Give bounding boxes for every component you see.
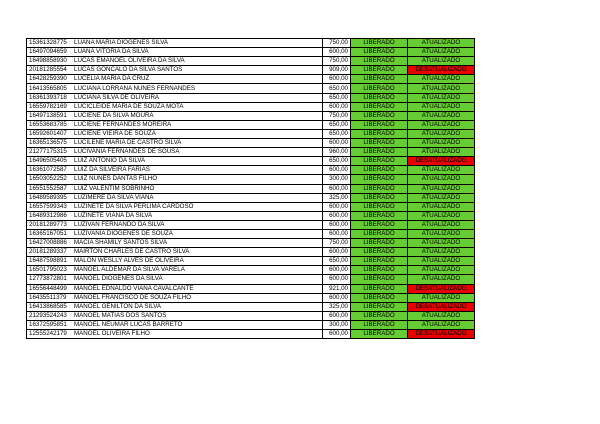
cpf-cell[interactable]: 16503052252 [27, 175, 74, 184]
value-cell[interactable]: 650,00 [323, 257, 351, 266]
update-status-cell[interactable]: ATUALIZADO [408, 320, 475, 329]
table-row[interactable] [27, 166, 475, 175]
update-status-cell[interactable]: DESATUALIZADO [408, 157, 475, 166]
cpf-cell[interactable]: 16489312986 [27, 211, 74, 220]
update-status-cell[interactable]: ATUALIZADO [408, 311, 475, 320]
release-status-cell[interactable]: LIBERADO [351, 93, 408, 102]
table-row[interactable] [27, 111, 475, 120]
name-cell[interactable]: MANOEL NEUMAR LUCAS BARRETO [73, 320, 323, 329]
name-cell[interactable]: MANOEL ALDEMAR DA SILVA VARELA [73, 266, 323, 275]
release-status-cell[interactable]: LIBERADO [351, 157, 408, 166]
table-row[interactable] [27, 320, 475, 329]
value-cell[interactable]: 600,00 [323, 311, 351, 320]
table-row[interactable] [27, 302, 475, 311]
value-cell[interactable]: 650,00 [323, 93, 351, 102]
table-row[interactable] [27, 293, 475, 302]
name-cell[interactable]: MANOEL OLIVEIRA FILHO [73, 330, 323, 339]
release-status-cell[interactable]: LIBERADO [351, 330, 408, 339]
release-status-cell[interactable]: LIBERADO [351, 257, 408, 266]
table-row[interactable] [27, 157, 475, 166]
value-cell[interactable]: 600,00 [323, 248, 351, 257]
name-cell[interactable]: MALON WESLLY ALVES DE OLIVEIRA [73, 257, 323, 266]
name-cell[interactable]: LUANA MARIA DIOGENES SILVA [73, 39, 323, 48]
update-status-cell[interactable]: DESATUALIZADO [408, 330, 475, 339]
update-status-cell[interactable]: ATUALIZADO [408, 75, 475, 84]
update-status-cell[interactable]: ATUALIZADO [408, 184, 475, 193]
spreadsheet-table [26, 38, 475, 339]
cpf-cell[interactable]: 16361072587 [27, 166, 74, 175]
value-cell[interactable]: 650,00 [323, 120, 351, 129]
release-status-cell[interactable]: LIBERADO [351, 311, 408, 320]
value-cell[interactable]: 300,00 [323, 175, 351, 184]
value-cell[interactable]: 600,00 [323, 330, 351, 339]
release-status-cell[interactable]: LIBERADO [351, 84, 408, 93]
cpf-cell[interactable]: 21293524243 [27, 311, 74, 320]
cpf-cell[interactable]: 21277175315 [27, 148, 74, 157]
value-cell[interactable]: 600,00 [323, 293, 351, 302]
update-status-cell[interactable]: ATUALIZADO [408, 275, 475, 284]
cpf-cell[interactable]: 16428259390 [27, 75, 74, 84]
update-status-cell[interactable]: ATUALIZADO [408, 202, 475, 211]
cpf-cell[interactable]: 16551552587 [27, 184, 74, 193]
value-cell[interactable]: 600,00 [323, 229, 351, 238]
name-cell[interactable]: MANOEL FRANCISCO DE SOUZA FILHO [73, 293, 323, 302]
release-status-cell[interactable]: LIBERADO [351, 39, 408, 48]
cpf-cell[interactable]: 16559782169 [27, 102, 74, 111]
name-cell[interactable]: LUCIENE DA SILVA MOURA [73, 111, 323, 120]
table-row[interactable] [27, 229, 475, 238]
table-row[interactable] [27, 75, 475, 84]
name-cell[interactable]: MANOEL MATIAS DOS SANTOS [73, 311, 323, 320]
release-status-cell[interactable]: LIBERADO [351, 284, 408, 293]
value-cell[interactable]: 600,00 [323, 166, 351, 175]
cpf-cell[interactable]: 16361393718 [27, 93, 74, 102]
update-status-cell[interactable]: ATUALIZADO [408, 57, 475, 66]
name-cell[interactable]: LUCAS EMANOEL OLIVEIRA DA SILVA [73, 57, 323, 66]
table-row[interactable] [27, 193, 475, 202]
name-cell[interactable]: LUANA VITORIA DA SILVA [73, 48, 323, 57]
value-cell[interactable]: 600,00 [323, 211, 351, 220]
cpf-cell[interactable]: 20181285554 [27, 66, 74, 75]
table-row[interactable] [27, 93, 475, 102]
release-status-cell[interactable]: LIBERADO [351, 248, 408, 257]
name-cell[interactable]: LUZIMERE DA SILVA VIANA [73, 193, 323, 202]
name-cell[interactable]: LUCICLEIDE MARIA DE SOUZA MOTA [73, 102, 323, 111]
release-status-cell[interactable]: LIBERADO [351, 57, 408, 66]
name-cell[interactable]: MAIRTON CHARLES DE CASTRO SILVA [73, 248, 323, 257]
table-row[interactable] [27, 148, 475, 157]
release-status-cell[interactable]: LIBERADO [351, 148, 408, 157]
release-status-cell[interactable]: LIBERADO [351, 120, 408, 129]
value-cell[interactable]: 750,00 [323, 239, 351, 248]
name-cell[interactable]: LUCIANA SILVA DE OLIVEIRA [73, 93, 323, 102]
update-status-cell[interactable]: ATUALIZADO [408, 266, 475, 275]
update-status-cell[interactable]: ATUALIZADO [408, 111, 475, 120]
cpf-cell[interactable]: 16498858930 [27, 57, 74, 66]
cpf-cell[interactable]: 16497094659 [27, 48, 74, 57]
release-status-cell[interactable]: LIBERADO [351, 220, 408, 229]
table-row[interactable] [27, 175, 475, 184]
name-cell[interactable]: LUZIVANIA DIOGENES DE SOUZA [73, 229, 323, 238]
cpf-cell[interactable]: 16489589395 [27, 193, 74, 202]
release-status-cell[interactable]: LIBERADO [351, 239, 408, 248]
cpf-cell[interactable]: 16365136575 [27, 139, 74, 148]
release-status-cell[interactable]: LIBERADO [351, 166, 408, 175]
name-cell[interactable]: MANOEL GENILTON DA SILVA [73, 302, 323, 311]
table-row[interactable] [27, 284, 475, 293]
cpf-cell[interactable]: 16427008886 [27, 239, 74, 248]
table-row[interactable] [27, 84, 475, 93]
table-row[interactable] [27, 48, 475, 57]
release-status-cell[interactable]: LIBERADO [351, 193, 408, 202]
name-cell[interactable]: LUIZ NUNES DANTAS FILHO [73, 175, 323, 184]
table-row[interactable] [27, 220, 475, 229]
table-row[interactable] [27, 330, 475, 339]
table-row[interactable] [27, 211, 475, 220]
name-cell[interactable]: LUCELIA MARIA DA CRUZ [73, 75, 323, 84]
name-cell[interactable]: MANOEL EDNALDO VIANA CAVALCANTE [73, 284, 323, 293]
name-cell[interactable]: LUIZ ANTONIO DA SILVA [73, 157, 323, 166]
name-cell[interactable]: LUCIENE FERNANDES MOREIRA [73, 120, 323, 129]
update-status-cell[interactable]: ATUALIZADO [408, 229, 475, 238]
cpf-cell[interactable]: 20181289337 [27, 248, 74, 257]
update-status-cell[interactable]: ATUALIZADO [408, 193, 475, 202]
release-status-cell[interactable]: LIBERADO [351, 202, 408, 211]
release-status-cell[interactable]: LIBERADO [351, 266, 408, 275]
value-cell[interactable]: 960,00 [323, 148, 351, 157]
cpf-cell[interactable]: 16365167051 [27, 229, 74, 238]
cpf-cell[interactable]: 16413868585 [27, 302, 74, 311]
cpf-cell[interactable]: 16413565805 [27, 84, 74, 93]
name-cell[interactable]: LUZIVAN FERNANDO DA SILVA [73, 220, 323, 229]
value-cell[interactable]: 600,00 [323, 102, 351, 111]
name-cell[interactable]: LUIZ DA SILVEIRA FARIAS [73, 166, 323, 175]
release-status-cell[interactable]: LIBERADO [351, 75, 408, 84]
table-row[interactable] [27, 120, 475, 129]
release-status-cell[interactable]: LIBERADO [351, 293, 408, 302]
release-status-cell[interactable]: LIBERADO [351, 184, 408, 193]
cpf-cell[interactable]: 16372595851 [27, 320, 74, 329]
value-cell[interactable]: 325,00 [323, 302, 351, 311]
cpf-cell[interactable]: 15361328775 [27, 39, 74, 48]
value-cell[interactable]: 600,00 [323, 220, 351, 229]
table-row[interactable] [27, 311, 475, 320]
update-status-cell[interactable]: DESATUALIZADO [408, 302, 475, 311]
table-row[interactable] [27, 239, 475, 248]
update-status-cell[interactable]: ATUALIZADO [408, 175, 475, 184]
cpf-cell[interactable]: 12773872801 [27, 275, 74, 284]
release-status-cell[interactable]: LIBERADO [351, 302, 408, 311]
name-cell[interactable]: LUCIVANIA FERNANDES DE SOUSA [73, 148, 323, 157]
value-cell[interactable]: 600,00 [323, 266, 351, 275]
table-row[interactable] [27, 66, 475, 75]
value-cell[interactable]: 650,00 [323, 129, 351, 138]
release-status-cell[interactable]: LIBERADO [351, 48, 408, 57]
table-row[interactable] [27, 39, 475, 48]
cpf-cell[interactable]: 16501795023 [27, 266, 74, 275]
table-row[interactable] [27, 202, 475, 211]
update-status-cell[interactable]: ATUALIZADO [408, 293, 475, 302]
release-status-cell[interactable]: LIBERADO [351, 175, 408, 184]
release-status-cell[interactable]: LIBERADO [351, 139, 408, 148]
name-cell[interactable]: LUZINETE DA SILVA PERLIMA CARDOSO [73, 202, 323, 211]
update-status-cell[interactable]: ATUALIZADO [408, 166, 475, 175]
update-status-cell[interactable]: ATUALIZADO [408, 148, 475, 157]
cpf-cell[interactable]: 16487598891 [27, 257, 74, 266]
value-cell[interactable]: 325,00 [323, 193, 351, 202]
update-status-cell[interactable]: ATUALIZADO [408, 211, 475, 220]
release-status-cell[interactable]: LIBERADO [351, 211, 408, 220]
value-cell[interactable]: 600,00 [323, 184, 351, 193]
update-status-cell[interactable]: ATUALIZADO [408, 220, 475, 229]
update-status-cell[interactable]: ATUALIZADO [408, 48, 475, 57]
update-status-cell[interactable]: DESATUALIZADO [408, 284, 475, 293]
value-cell[interactable]: 300,00 [323, 320, 351, 329]
value-cell[interactable]: 909,00 [323, 66, 351, 75]
value-cell[interactable]: 650,00 [323, 157, 351, 166]
table-row[interactable] [27, 102, 475, 111]
update-status-cell[interactable]: ATUALIZADO [408, 239, 475, 248]
cpf-cell[interactable]: 12555242179 [27, 330, 74, 339]
value-cell[interactable]: 600,00 [323, 75, 351, 84]
release-status-cell[interactable]: LIBERADO [351, 275, 408, 284]
release-status-cell[interactable]: LIBERADO [351, 66, 408, 75]
update-status-cell[interactable]: ATUALIZADO [408, 129, 475, 138]
release-status-cell[interactable]: LIBERADO [351, 102, 408, 111]
release-status-cell[interactable]: LIBERADO [351, 129, 408, 138]
release-status-cell[interactable]: LIBERADO [351, 111, 408, 120]
cpf-cell[interactable]: 16496505405 [27, 157, 74, 166]
value-cell[interactable]: 600,00 [323, 275, 351, 284]
name-cell[interactable]: LUCILENE MARIA DE CASTRO SILVA [73, 139, 323, 148]
name-cell[interactable]: LUCIANA LORRANA NUNES FERNANDES [73, 84, 323, 93]
update-status-cell[interactable]: DESATUALIZADO [408, 66, 475, 75]
table-row[interactable] [27, 139, 475, 148]
cpf-cell[interactable]: 16556448499 [27, 284, 74, 293]
name-cell[interactable]: LUCIENE VIEIRA DE SOUZA [73, 129, 323, 138]
value-cell[interactable]: 921,00 [323, 284, 351, 293]
table-row[interactable] [27, 275, 475, 284]
value-cell[interactable]: 750,00 [323, 39, 351, 48]
cpf-cell[interactable]: 16497138591 [27, 111, 74, 120]
cpf-cell[interactable]: 20181289773 [27, 220, 74, 229]
cpf-cell[interactable]: 16553683785 [27, 120, 74, 129]
table-row[interactable] [27, 257, 475, 266]
table-row[interactable] [27, 57, 475, 66]
value-cell[interactable]: 750,00 [323, 57, 351, 66]
update-status-cell[interactable]: ATUALIZADO [408, 84, 475, 93]
update-status-cell[interactable]: ATUALIZADO [408, 102, 475, 111]
name-cell[interactable]: MANOEL DIOGENES DA SILVA [73, 275, 323, 284]
release-status-cell[interactable]: LIBERADO [351, 320, 408, 329]
update-status-cell[interactable]: ATUALIZADO [408, 257, 475, 266]
update-status-cell[interactable]: ATUALIZADO [408, 139, 475, 148]
name-cell[interactable]: LUZINETE VIANA DA SILVA [73, 211, 323, 220]
value-cell[interactable]: 650,00 [323, 84, 351, 93]
update-status-cell[interactable]: ATUALIZADO [408, 120, 475, 129]
release-status-cell[interactable]: LIBERADO [351, 229, 408, 238]
name-cell[interactable]: LUIZ VALENTIM SOBRINHO [73, 184, 323, 193]
cpf-cell[interactable]: 16557599343 [27, 202, 74, 211]
update-status-cell[interactable]: ATUALIZADO [408, 39, 475, 48]
table-row[interactable] [27, 184, 475, 193]
table-row[interactable] [27, 129, 475, 138]
table-body [27, 39, 475, 339]
table-row[interactable] [27, 266, 475, 275]
cpf-cell[interactable]: 16592601407 [27, 129, 74, 138]
name-cell[interactable]: MACIA SHAMILY SANTOS SILVA [73, 239, 323, 248]
table-row[interactable] [27, 248, 475, 257]
cpf-cell[interactable]: 16435511379 [27, 293, 74, 302]
update-status-cell[interactable]: ATUALIZADO [408, 93, 475, 102]
update-status-cell[interactable]: ATUALIZADO [408, 248, 475, 257]
name-cell[interactable]: LUCAS GONCALO DA SILVA SANTOS [73, 66, 323, 75]
value-cell[interactable]: 600,00 [323, 202, 351, 211]
value-cell[interactable]: 600,00 [323, 48, 351, 57]
value-cell[interactable]: 600,00 [323, 139, 351, 148]
value-cell[interactable]: 750,00 [323, 111, 351, 120]
